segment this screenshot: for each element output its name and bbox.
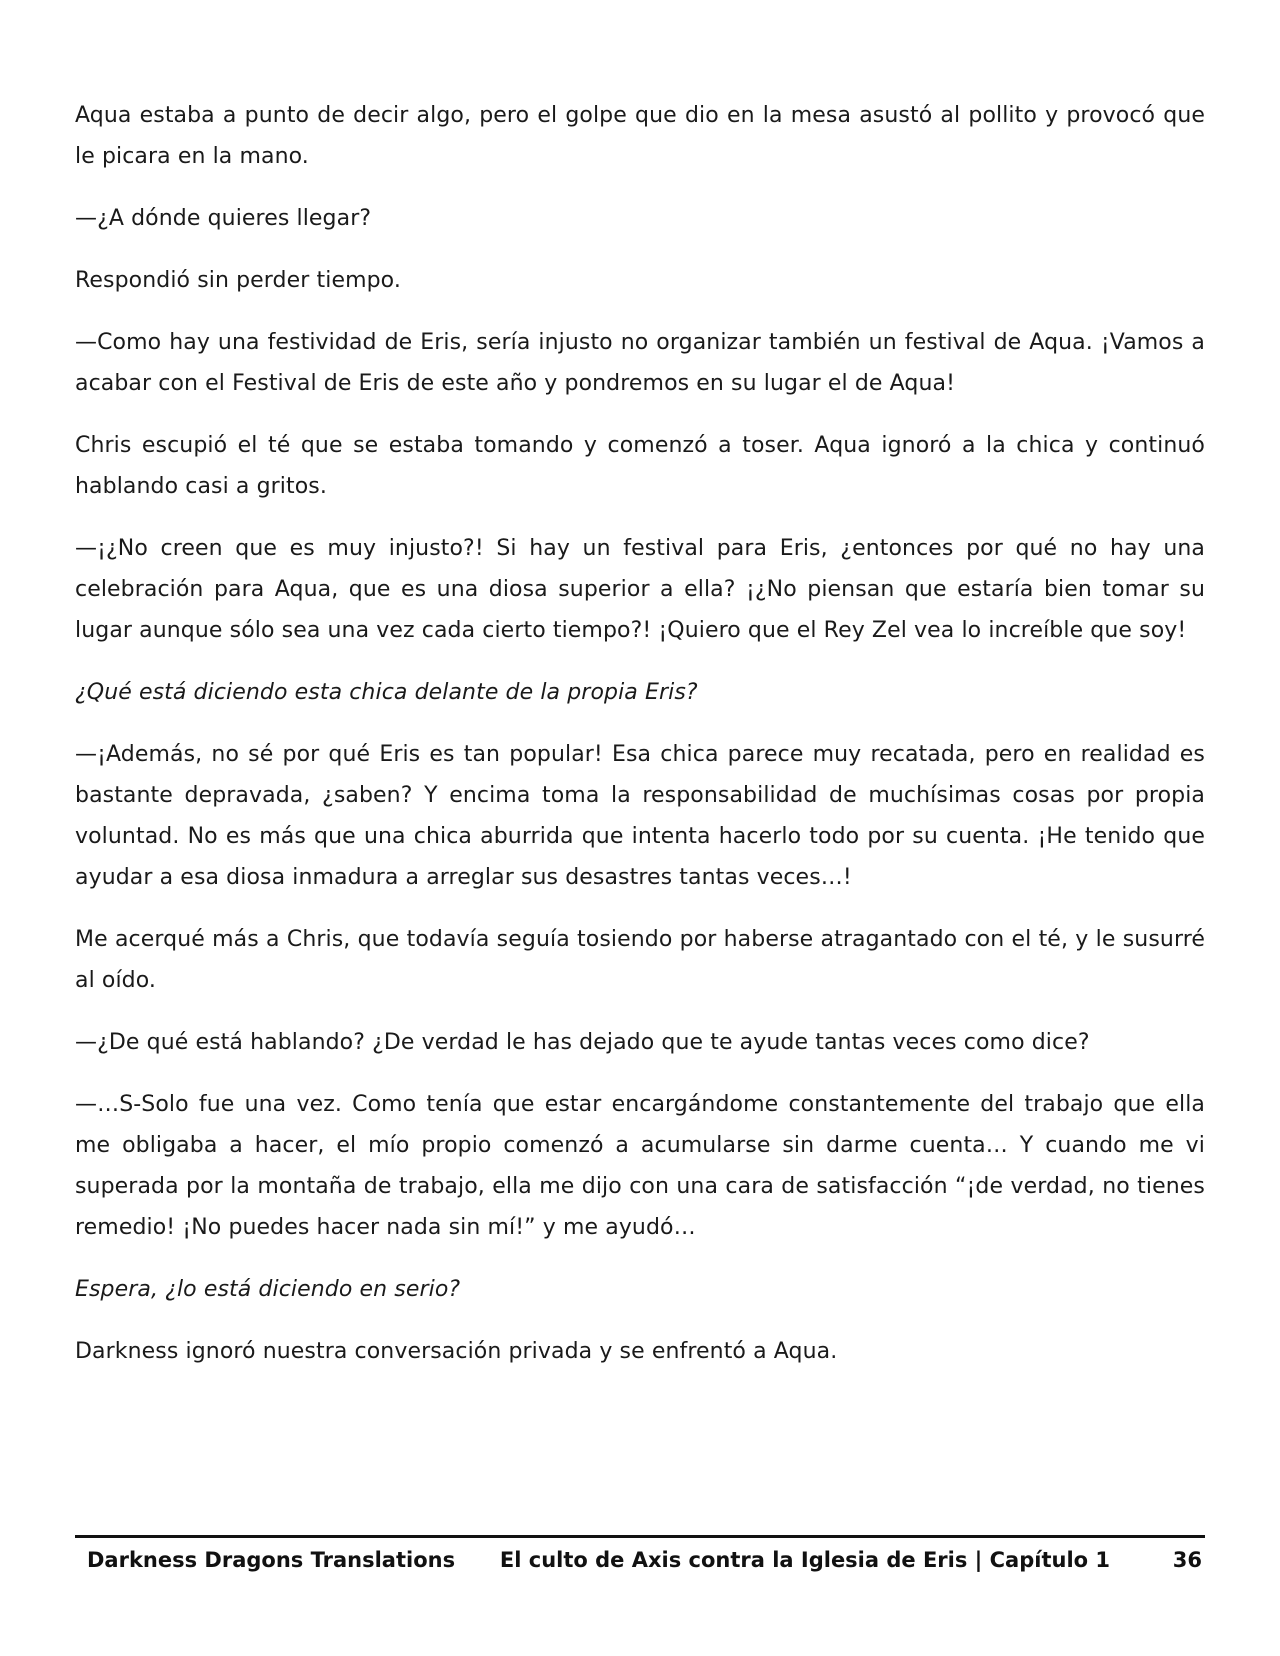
paragraph-6: —¡¿No creen que es muy injusto?! Si hay un festival para Eris, ¿entonces por qué no hay una celebración para Aqua, que es una diosa superior a ella? ¡¿No piensan que estaría bien tomar su lugar aunque sólo sea una vez cada cierto tiempo?! ¡Quiero que el Rey Zel vea lo increíble que soy! — [75, 536, 1205, 643]
paragraph-13: Darkness ignoró nuestra conversación privada y se enfrentó a Aqua. — [75, 1339, 838, 1364]
page-body — [75, 95, 1205, 1393]
page-footer — [75, 1548, 1205, 1580]
footer-page-number: 36 — [1172, 1548, 1202, 1572]
paragraph-5: Chris escupió el té que se estaba tomando y comenzó a toser. Aqua ignoró a la chica y continuó hablando casi a gritos. — [75, 433, 1205, 499]
paragraph-8: —¡Además, no sé por qué Eris es tan popular! Esa chica parece muy recatada, pero en realidad es bastante depravada, ¿saben? Y encima toma la responsabilidad de muchísimas cosas por propia voluntad. No es más que una chica aburrida que intenta hacerlo todo por su cuenta. ¡He tenido que ayudar a esa diosa inmadura a arreglar sus desastres tantas veces…! — [75, 742, 1205, 890]
paragraph-11: —…S-Solo fue una vez. Como tenía que estar encargándome constantemente del trabajo que ella me obligaba a hacer, el mío propio comenzó a acumularse sin darme cuenta… Y cuando me vi superada por la montaña de trabajo, ella me dijo con una cara de satisfacción “¡de verdad, no tienes remedio! ¡No puedes hacer nada sin mí!” y me ayudó… — [75, 1092, 1205, 1240]
paragraph-1: Aqua estaba a punto de decir algo, pero el golpe que dio en la mesa asustó al pollito y provocó que le picara en la mano. — [75, 103, 1205, 169]
paragraph-4: —Como hay una festividad de Eris, sería injusto no organizar también un festival de Aqua. ¡Vamos a acabar con el Festival de Eris de este año y pondremos en su lugar el de Aqua! — [75, 330, 1205, 396]
footer-chapter-title: El culto de Axis contra la Iglesia de Eris | Capítulo 1 — [499, 1548, 1110, 1572]
paragraph-10: —¿De qué está hablando? ¿De verdad le has dejado que te ayude tantas veces como dice? — [75, 1030, 1090, 1055]
paragraph-2: —¿A dónde quieres llegar? — [75, 206, 372, 231]
footer-publisher: Darkness Dragons Translations — [87, 1548, 456, 1572]
paragraph-7-thought: ¿Qué está diciendo esta chica delante de la propia Eris? — [75, 680, 698, 705]
paragraph-3: Respondió sin perder tiempo. — [75, 268, 401, 293]
paragraph-12-thought: Espera, ¿lo está diciendo en serio? — [75, 1277, 461, 1302]
paragraph-9: Me acerqué más a Chris, que todavía seguía tosiendo por haberse atragantado con el té, y le susurré al oído. — [75, 927, 1205, 993]
footer-divider — [75, 1535, 1205, 1538]
